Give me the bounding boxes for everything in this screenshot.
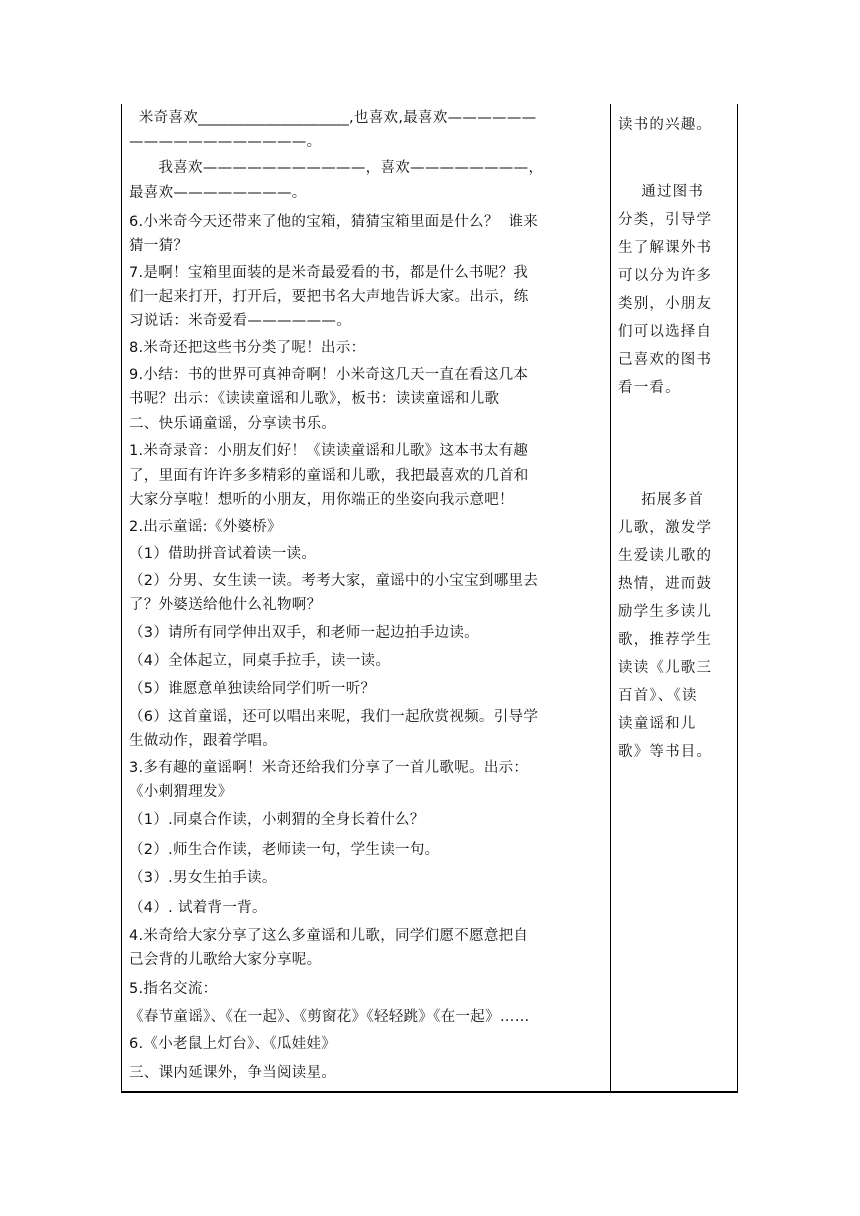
text-line: 6.小米奇今天还带来了他的宝箱，猜猜宝箱里面是什么？ 谁来 bbox=[129, 214, 539, 230]
note-line: 歌，推荐学生 bbox=[618, 632, 713, 648]
note-line: 生了解课外书 bbox=[618, 240, 713, 256]
text-line: 生做动作，跟着学唱。 bbox=[129, 733, 277, 749]
text-line: （4）全体起立，同桌手拉手，读一读。 bbox=[129, 653, 391, 669]
note-line: 拓展多首 bbox=[618, 492, 705, 508]
text-line: 习说话：米奇爱看——————。 bbox=[129, 313, 351, 329]
note-line: 们可以选择自 bbox=[618, 324, 713, 340]
text-line: （3）请所有同学伸出双手，和老师一起边拍手边读。 bbox=[129, 625, 479, 641]
text-line: 书呢？出示：《读读童谣和儿歌》，板书：读读童谣和儿歌 bbox=[129, 391, 500, 407]
text-line: 最喜欢————————。 bbox=[129, 185, 307, 201]
text-line: （5）谁愿意单独读给同学们听一听？ bbox=[129, 681, 376, 697]
note-line: 通过图书 bbox=[618, 184, 705, 200]
text-line: 9.小结：书的世界可真神奇啊！小米奇这几天一直在看这几本 bbox=[129, 367, 529, 383]
text-line: （2）分男、女生读一读。考考大家，童谣中的小宝宝到哪里去 bbox=[129, 573, 539, 589]
note-line: 读书的兴趣。 bbox=[618, 117, 713, 133]
text-line: 8.米奇还把这些书分类了呢！出示： bbox=[129, 340, 366, 356]
note-line: 可以分为许多 bbox=[618, 268, 713, 284]
note-line: 看一看。 bbox=[618, 380, 681, 396]
note-line: 类别，小朋友 bbox=[618, 296, 713, 312]
text-line: 2.出示童谣:《外婆桥》 bbox=[129, 519, 282, 535]
note-line: 己喜欢的图书 bbox=[618, 352, 713, 368]
text-line: 4.米奇给大家分享了这么多童谣和儿歌，同学们愿不愿意把自 bbox=[129, 928, 529, 944]
text-line: （3）.男女生拍手读。 bbox=[129, 870, 277, 886]
text-line: （4）. 试着背一背。 bbox=[129, 900, 267, 916]
text-line: 《小刺猬理发》 bbox=[129, 784, 233, 800]
text-line: 《春节童谣》、《在一起》、《剪窗花》《轻轻跳》《在一起》…… bbox=[129, 1009, 530, 1025]
note-line: 读读《儿歌三 bbox=[618, 660, 713, 676]
text-line: （1）.同桌合作读，小刺猬的全身长着什么？ bbox=[129, 812, 425, 828]
text-line: 我喜欢———————————，喜欢————————， bbox=[129, 160, 544, 176]
text-line: 1.米奇录音：小朋友们好！《读读童谣和儿歌》这本书太有趣 bbox=[129, 443, 529, 459]
text-line: （6）这首童谣，还可以唱出来呢，我们一起欣赏视频。引导学 bbox=[129, 709, 539, 725]
text-line: 了？外婆送给他什么礼物啊？ bbox=[129, 597, 322, 613]
section-heading: 三、课内延课外，争当阅读星。 bbox=[129, 1065, 337, 1081]
text-line: 猜一猜？ bbox=[129, 238, 189, 254]
text-line: 己会背的儿歌给大家分享呢。 bbox=[129, 952, 322, 968]
text-line: 6.《小老鼠上灯台》、《瓜娃娃》 bbox=[129, 1036, 337, 1052]
text-line: 了，里面有许许多多精彩的童谣和儿歌，我把最喜欢的几首和 bbox=[129, 468, 529, 484]
text-line: ————————————。 bbox=[129, 134, 322, 150]
note-line: 励学生多读儿 bbox=[618, 604, 713, 620]
text-line: 3.多有趣的童谣啊！米奇还给我们分享了一首儿歌呢。出示： bbox=[129, 760, 529, 776]
note-line: 歌》等书目。 bbox=[618, 744, 713, 760]
text-line: （2）.师生合作读，老师读一句，学生读一句。 bbox=[129, 842, 440, 858]
note-line: 百首》、《读 bbox=[618, 688, 698, 704]
column-divider bbox=[610, 104, 611, 1091]
note-line: 生爱读儿歌的 bbox=[618, 548, 713, 564]
note-line: 热情，进而鼓 bbox=[618, 576, 713, 592]
section-heading: 二、快乐诵童谣，分享读书乐。 bbox=[129, 416, 337, 432]
text-line: 5.指名交流： bbox=[129, 981, 218, 997]
text-line: 7.是啊！宝箱里面装的是米奇最爱看的书，都是什么书呢？我 bbox=[129, 265, 529, 281]
note-line: 分类，引导学 bbox=[618, 212, 713, 228]
text-line: 米奇喜欢____________________,也喜欢,最喜欢—————— bbox=[129, 110, 537, 126]
note-line: 读童谣和儿 bbox=[618, 716, 697, 732]
note-line: 儿歌，激发学 bbox=[618, 520, 713, 536]
text-line: 们一起来打开，打开后，要把书名大声地告诉大家。出示，练 bbox=[129, 289, 529, 305]
text-line: 大家分享啦！想听的小朋友，用你端正的坐姿向我示意吧！ bbox=[129, 492, 514, 508]
text-line: （1）借助拼音试着读一读。 bbox=[129, 546, 317, 562]
